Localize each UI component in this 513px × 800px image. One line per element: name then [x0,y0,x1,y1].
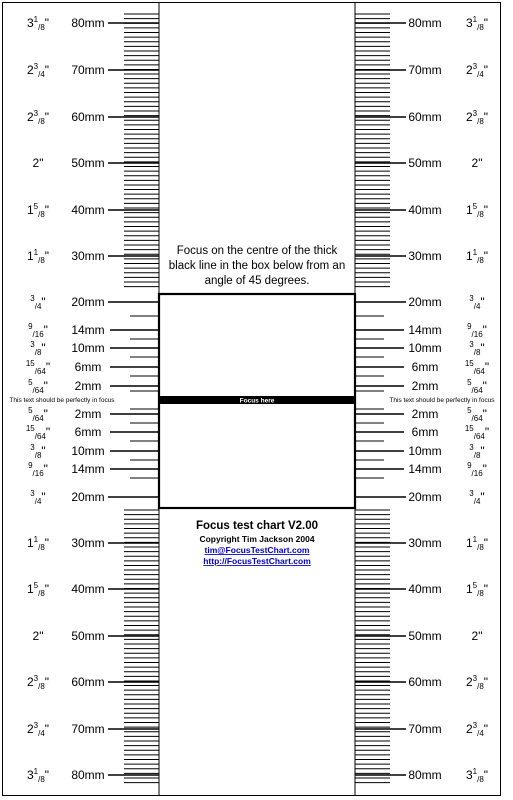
inch-label-right: $3^1_{/8}$" [465,15,489,32]
mm-label-right: 80mm [408,768,442,782]
inch-label-left: $^5_{/64}$" [28,406,48,423]
inch-label-right: $^3_{/8}$" [469,340,485,357]
mm-label-right: 50mm [408,156,442,170]
inch-label-right: $2^3_{/4}$" [465,62,489,79]
inch-label-right: $^{15}_{/64}$" [464,424,490,441]
mm-label-left: 60mm [71,110,105,124]
chart-title: Focus test chart V2.00 [195,520,319,532]
inch-label-left: $^5_{/64}$" [28,378,48,395]
inch-label-right: $1^5_{/8}$" [465,202,489,219]
inch-label-right: $^{15}_{/64}$" [464,359,490,376]
mm-label-right: 2mm [411,379,439,393]
mm-label-right: 14mm [408,462,442,476]
website-link[interactable]: http://FocusTestChart.com [203,556,311,566]
mm-label-left: 30mm [71,536,105,550]
inch-label-left: $^3_{/4}$" [30,294,46,311]
mm-label-right: 50mm [408,629,442,643]
mm-label-right: 60mm [408,675,442,689]
inch-label-right: $^9_{/16}$" [467,322,487,339]
mm-label-left: 10mm [71,444,105,458]
mm-label-left: 40mm [71,203,105,217]
instruction-line-1: Focus on the centre of the thick [176,245,338,257]
mm-label-left: 6mm [74,425,102,439]
mm-label-left: 30mm [71,249,105,263]
instruction-line-3: angle of 45 degrees. [204,275,310,287]
inch-label-left: $^3_{/4}$" [30,489,46,506]
mm-label-left: 40mm [71,582,105,596]
inch-label-right: 2" [471,629,483,643]
mm-label-left: 20mm [71,295,105,309]
inch-label-left: $2^3_{/8}$" [26,109,50,126]
inch-label-left: $2^3_{/4}$" [26,62,50,79]
copyright-text: Copyright Tim Jackson 2004 [199,534,315,544]
mm-label-right: 30mm [408,536,442,550]
mm-label-left: 60mm [71,675,105,689]
mm-label-left: 10mm [71,341,105,355]
inch-label-left: $^9_{/16}$" [28,461,48,478]
inch-label-left: $3^1_{/8}$" [26,767,50,784]
mm-label-right: 70mm [408,63,442,77]
inch-label-left: $3^1_{/8}$" [26,15,50,32]
mm-label-left: 2mm [74,379,102,393]
inch-label-right: $1^5_{/8}$" [465,581,489,598]
inch-label-right: $3^1_{/8}$" [465,767,489,784]
inch-label-left: $2^3_{/8}$" [26,674,50,691]
mm-label-left: 70mm [71,63,105,77]
mm-label-right: 6mm [411,360,439,374]
inch-label-right: $1^1_{/8}$" [465,535,489,552]
mm-label-left: 14mm [71,323,105,337]
focus-here-label: Focus here [239,397,275,405]
mm-label-right: 40mm [408,203,442,217]
inch-label-right: $^9_{/16}$" [467,461,487,478]
mm-label-left: 20mm [71,490,105,504]
inch-label-right: $1^1_{/8}$" [465,248,489,265]
mm-label-left: 80mm [71,16,105,30]
mm-label-left: 70mm [71,722,105,736]
inch-label-left: $^3_{/8}$" [30,340,46,357]
mm-label-right: 80mm [408,16,442,30]
inch-label-right: $2^3_{/4}$" [465,721,489,738]
mm-label-right: 70mm [408,722,442,736]
mm-label-right: 30mm [408,249,442,263]
inch-label-right: $^5_{/64}$" [467,378,487,395]
mm-label-right: 2mm [411,407,439,421]
inch-label-left: $1^5_{/8}$" [26,581,50,598]
mm-label-right: 10mm [408,341,442,355]
inch-label-right: $^3_{/4}$" [469,294,485,311]
mm-label-left: 50mm [71,156,105,170]
email-link[interactable]: tim@FocusTestChart.com [204,545,310,555]
focus-note-right: This text should be perfectly in focus [389,397,495,404]
mm-label-left: 14mm [71,462,105,476]
mm-label-left: 6mm [74,360,102,374]
focus-note-left: This text should be perfectly in focus [9,397,115,404]
inch-label-left: $^3_{/8}$" [30,443,46,460]
mm-label-left: 80mm [71,768,105,782]
mm-label-right: 6mm [411,425,439,439]
inch-label-right: $2^3_{/8}$" [465,109,489,126]
inch-label-right: $2^3_{/8}$" [465,674,489,691]
inch-label-right: 2" [471,156,483,170]
inch-label-left: $2^3_{/4}$" [26,721,50,738]
mm-label-right: 60mm [408,110,442,124]
mm-label-right: 40mm [408,582,442,596]
inch-label-left: 2" [32,629,44,643]
inch-label-left: $^{15}_{/64}$" [25,359,51,376]
inch-label-left: $1^1_{/8}$" [26,248,50,265]
mm-label-right: 10mm [408,444,442,458]
mm-label-left: 50mm [71,629,105,643]
inch-label-right: $^5_{/64}$" [467,406,487,423]
mm-label-right: 20mm [408,295,442,309]
mm-label-left: 2mm [74,407,102,421]
mm-label-right: 20mm [408,490,442,504]
mm-label-right: 14mm [408,323,442,337]
inch-label-left: 2" [32,156,44,170]
inch-label-right: $^3_{/8}$" [469,443,485,460]
inch-label-left: $^9_{/16}$" [28,322,48,339]
inch-label-left: $1^1_{/8}$" [26,535,50,552]
instruction-line-2: black line in the box below from an [168,260,346,272]
inch-label-left: $^{15}_{/64}$" [25,424,51,441]
inch-label-right: $^3_{/4}$" [469,489,485,506]
inch-label-left: $1^5_{/8}$" [26,202,50,219]
